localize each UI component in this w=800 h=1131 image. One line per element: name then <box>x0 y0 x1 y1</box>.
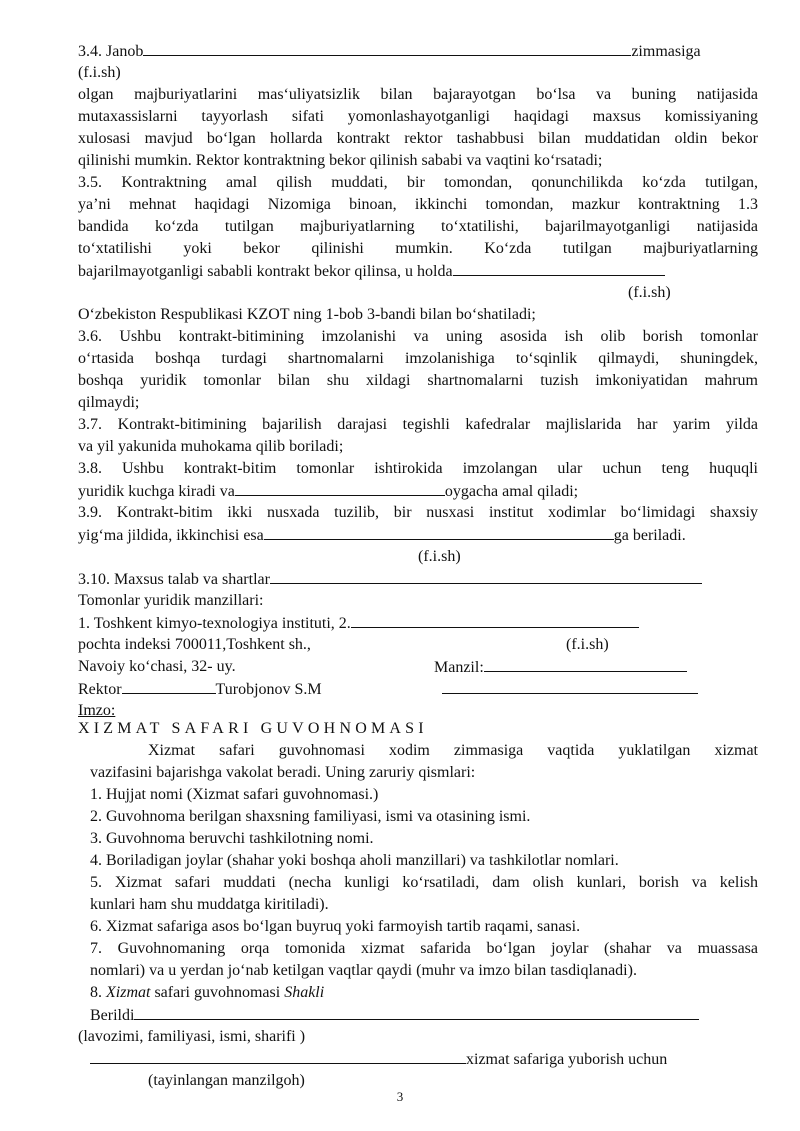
s39-text-2 <box>78 524 758 547</box>
street-address: Navoiy ko‘chasi, 32- uy. <box>78 658 236 675</box>
name-blank <box>453 260 665 276</box>
s34-label: 3.4. Janob <box>78 43 144 60</box>
s39-text-2b: ga beriladi. <box>613 527 686 544</box>
issued-blank <box>134 1004 699 1020</box>
party-blank <box>351 612 639 628</box>
item-8-mid: safari guvohnomasi <box>150 984 285 1001</box>
list-item: 6. Xizmat safariga asos bo‘lgan buyruq yoki farmoyish tartib raqami, sanasi. <box>90 918 581 935</box>
manzil-line <box>434 656 754 679</box>
list-item: 1. Hujjat nomi (Xizmat safari guvohnomasi.) <box>90 786 379 803</box>
item-8-shakli: Shakli <box>284 984 325 1001</box>
signature-blank <box>122 678 216 694</box>
address-blank <box>484 656 687 672</box>
intro-text-2: vazifasini bajarishga vakolat beradi. Uning zaruriy qismlari: <box>90 764 476 781</box>
s37-text-1: 3.7. Kontrakt-bitimining bajarilish darajasi tegishli kafedralar majlislarida har yarim yilda <box>78 416 758 433</box>
section-title: XIZMAT SAFARI GUVOHNOMASI <box>78 720 428 737</box>
list-item: 3. Guvohnoma beruvchi tashkilotning nomi. <box>90 830 374 847</box>
s34-text-4: qilinishi mumkin. Rektor kontraktning bekor qilinish sababi va vaqtini ko‘rsatadi; <box>78 152 603 169</box>
s38-text-2a: yuridik kuchga kiradi va <box>78 483 235 500</box>
list-item: 7. Guvohnomaning orqa tomonida xizmat safarida bo‘lgan joylar (shahar va muassasa <box>90 940 758 957</box>
imzo-label: Imzo: <box>78 702 116 719</box>
s38-text-2b: oygacha amal qiladi; <box>444 483 579 500</box>
s39-text-2a: yig‘ma jildida, ikkinchisi esa <box>78 527 264 544</box>
berildi-label: Berildi <box>90 1007 135 1024</box>
address-line-1 <box>78 612 758 635</box>
s310-line <box>78 568 758 591</box>
fish-caption: (f.i.sh) <box>418 548 461 565</box>
s38-text-1: 3.8. Ushbu kontrakt-bitim tomonlar ishtirokida imzolangan ular uchun teng huquqli <box>78 460 758 477</box>
s34-text-2: mutaxassislarni tayyorlash sifati yomonlashayotganligi haqidagi maxsus komissiyaning <box>78 108 758 125</box>
list-item-cont: nomlari) va u yerdan jo‘nab ketilgan vaqtlar qaydi (muhr va imzo bilan tasdiqlanadi). <box>90 962 637 979</box>
manzil-label: Manzil: <box>434 659 484 676</box>
fish-caption: (f.i.sh) <box>566 636 609 653</box>
s35-text-5-label: bajarilmayotganligi sababli kontrakt bekor qilinsa, u holda <box>78 263 453 280</box>
s35-text-3: bandida ko‘zda tutilgan majburiyatlarning to‘xtatilishi, bajarilmayotganligi natijasida <box>78 218 758 235</box>
s35-text-4: to‘xtatilishi yoki bekor qilinishi mumkin. Ko‘zda tutilgan majburiyatlarning <box>78 240 758 257</box>
page-number: 3 <box>396 1089 404 1104</box>
s36-text-1: 3.6. Ushbu kontrakt-bitimining imzolanishi va uning asosida ish olib borish tomonlar <box>78 328 758 345</box>
institute-name: 1. Toshkent kimyo-texnologiya instituti, 2. <box>78 615 351 632</box>
s35-text-2: ya’ni mehnat haqidagi Nizomiga binoan, ikkinchi tomondan, mazkur kontraktning 1.3 <box>78 196 758 213</box>
period-blank <box>235 480 445 496</box>
destination-caption: (tayinlangan manzilgoh) <box>148 1072 305 1089</box>
s36-text-4: qilmaydi; <box>78 394 140 411</box>
destination-blank <box>90 1048 466 1064</box>
rector-label: Rektor <box>78 681 122 698</box>
fish-caption: (f.i.sh) <box>78 64 121 81</box>
s39-text-1: 3.9. Kontrakt-bitim ikki nusxada tuzilib, bir nusxasi institut xodimlar bo‘limidagi shaxsiy <box>78 504 758 521</box>
postal-index: pochta indeksi 700011,Toshkent sh., <box>78 636 311 653</box>
s34-text-1: olgan majburiyatlarini mas‘uliyatsizlik bilan bajarayotgan bo‘lsa va buning natijasida <box>78 86 758 103</box>
list-item: 2. Guvohnoma berilgan shaxsning familiyasi, ismi va otasining ismi. <box>90 808 531 825</box>
s35-text-1: 3.5. Kontraktning amal qilish muddati, bir tomondan, qonunchilikda ko‘zda tutilgan, <box>78 174 758 191</box>
s38-text-2 <box>78 480 758 503</box>
list-item: 4. Boriladigan joylar (shahar yoki boshqa aholi manzillari) va tashkilotlar nomlari. <box>90 852 619 869</box>
name-blank <box>143 40 631 56</box>
berildi-line <box>90 1004 770 1027</box>
signature-line-right <box>442 678 702 701</box>
addresses-heading: Tomonlar yuridik manzillari: <box>78 592 264 609</box>
fish-caption: (f.i.sh) <box>628 284 671 301</box>
s34-tail: zimmasiga <box>631 43 701 60</box>
item-8-number: 8. <box>90 984 106 1001</box>
s310-label: 3.10. Maxsus talab va shartlar <box>78 571 270 588</box>
s34-text-3: xulosasi mavjud bo‘lgan hollarda kontrakt rektor tashabbusi bilan muddatidan oldin bekor <box>78 130 758 147</box>
name-blank <box>264 524 614 540</box>
rector-name: Turobjonov S.M <box>215 681 322 698</box>
send-label: xizmat safariga yuborish uchun <box>466 1051 668 1068</box>
list-item <box>90 982 770 1004</box>
intro-text-1: Xizmat safari guvohnomasi xodim zimmasiga vaqtida yuklatilgan xizmat <box>148 742 758 759</box>
list-item: 5. Xizmat safari muddati (necha kunligi ko‘rsatiladi, dam olish kunlari, borish va kelish <box>90 874 758 891</box>
list-item-cont: kunlari ham shu muddatga kiritiladi). <box>90 896 329 913</box>
s35-text-5 <box>78 260 758 283</box>
s37-text-2: va yil yakunida muhokama qilib boriladi; <box>78 438 344 455</box>
send-line <box>90 1048 770 1071</box>
signature-blank <box>442 678 698 694</box>
position-caption: (lavozimi, familiyasi, ismi, sharifi ) <box>78 1028 306 1045</box>
s34-line-1 <box>78 40 758 63</box>
s36-text-2: o‘rtasida boshqa turdagi shartnomalarni imzolanishiga to‘sqinlik qilmaydi, shuningdek, <box>78 350 758 367</box>
item-8-word: Xizmat <box>106 984 151 1001</box>
s35-text-6: O‘zbekiston Respublikasi KZOT ning 1-bob 3-bandi bilan bo‘shatiladi; <box>78 306 536 323</box>
s36-text-3: boshqa yuridik tomonlar bilan shu xildagi shartnomalarni tuzish imkoniyatidan mahrum <box>78 372 758 389</box>
conditions-blank <box>270 568 702 584</box>
